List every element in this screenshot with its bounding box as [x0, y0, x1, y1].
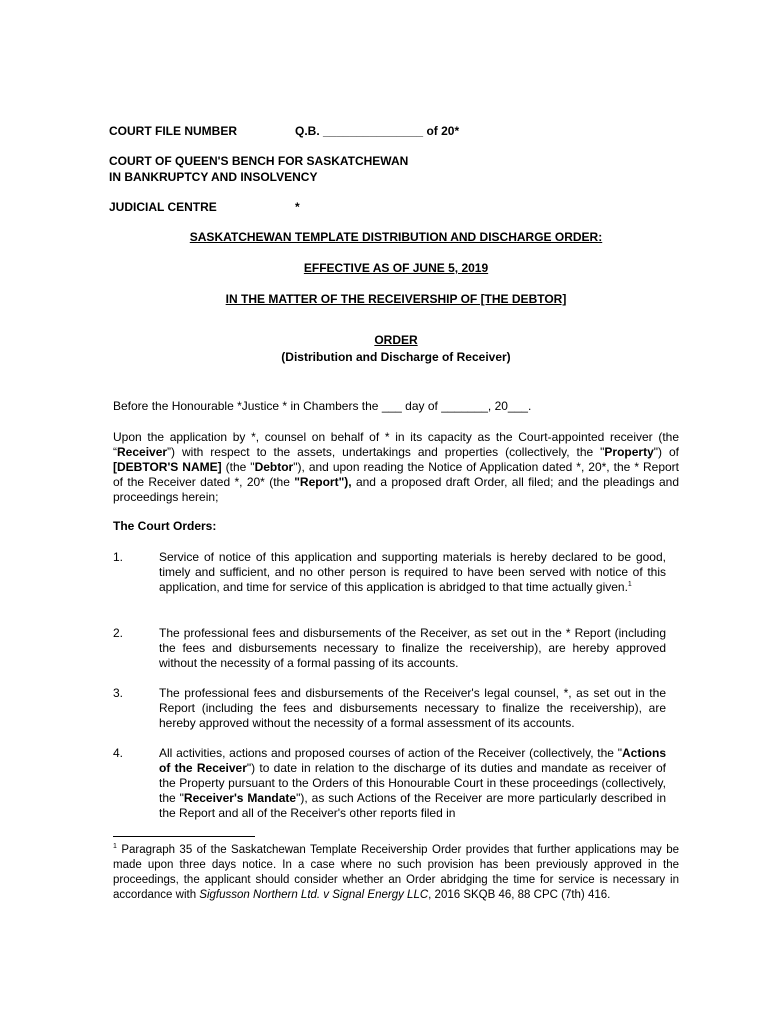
- judicial-centre-value: *: [295, 200, 300, 214]
- court-file-number-label: COURT FILE NUMBER: [109, 124, 237, 138]
- template-title: SASKATCHEWAN TEMPLATE DISTRIBUTION AND DISCHARGE ORDER:: [189, 230, 603, 244]
- court-name-line-2: IN BANKRUPTCY AND INSOLVENCY: [109, 170, 318, 184]
- item-number: 3.: [113, 686, 124, 700]
- order-heading: ORDER: [374, 333, 418, 347]
- order-item-1: Service of notice of this application and supporting materials is hereby declared to be good, timely and sufficient, and no other person is required to have been served with notice of this application, and time for service of this application is abridged to that time actually given.$^1$: [159, 550, 666, 594]
- application-paragraph: Upon the application by *, counsel on behalf of * in its capacity as the Court-appointed receiver (the “Receiver”) with respect to the assets, undertakings and properties (collectively, the "Property") of [DEBTOR'S NAME] (the "Debtor"), and upon reading the Notice of Application dated *, 20*, the * Report of the Receiver dated *, 20* (the "Report"), and a proposed draft Order, all filed; and the pleadings and proceedings herein;: [113, 430, 680, 504]
- effective-date: EFFECTIVE AS OF JUNE 5, 2019: [303, 261, 489, 275]
- order-item-4: All activities, actions and proposed courses of action of the Receiver (collectively, the "Actions of the Receiver") to date in relation to the discharge of its duties and mandate as receiver of the Property pursuant to the Orders of this Honourable Court in these proceedings (collectively, the "Receiver's Mandate"), as such Actions of the Receiver are more particularly described in the Report and all of the Receiver's other reports filed in: [159, 746, 667, 820]
- item-number: 1.: [113, 550, 124, 564]
- judicial-centre-label: JUDICIAL CENTRE: [109, 200, 217, 214]
- order-item-2: The professional fees and disbursements of the Receiver, as set out in the * Report (including the fees and disbursements necessary to finalize the receivership), are hereby approved without the necessity of a formal passing of its accounts.: [159, 626, 666, 670]
- order-subtitle: (Distribution and Discharge of Receiver): [281, 350, 511, 364]
- matter-title: IN THE MATTER OF THE RECEIVERSHIP OF [THE DEBTOR]: [225, 292, 567, 306]
- before-line: Before the Honourable *Justice * in Chambers the ___ day of _______, 20___.: [113, 399, 532, 413]
- item-number: 4.: [113, 746, 124, 760]
- court-file-number-value: Q.B. _______________ of 20*: [295, 124, 460, 138]
- court-name-line-1: COURT OF QUEEN'S BENCH FOR SASKATCHEWAN: [109, 154, 409, 168]
- item-number: 2.: [113, 626, 124, 640]
- footnote-ref: 1: [627, 581, 632, 588]
- order-item-3: The professional fees and disbursements of the Receiver's legal counsel, *, as set out in the Report (including the fees and disbursements necessary to finalize the receivership), are hereby approved without the necessity of a formal assessment of its accounts.: [159, 686, 666, 730]
- footnote: $^1$ Paragraph 35 of the Saskatchewan Template Receivership Order provides that further applications may be made upon three days notice. In a case where no such provision has been previously approved in the proceedings, the applicant should consider whether an Order abridging the time for service is necessary in accordance with Sigfusson Northern Ltd. v Signal Energy LLC, 2016 SKQB 46, 88 CPC (7th) 416.: [113, 843, 679, 901]
- footnote-separator: [113, 836, 255, 837]
- court-orders-heading: The Court Orders:: [113, 519, 217, 533]
